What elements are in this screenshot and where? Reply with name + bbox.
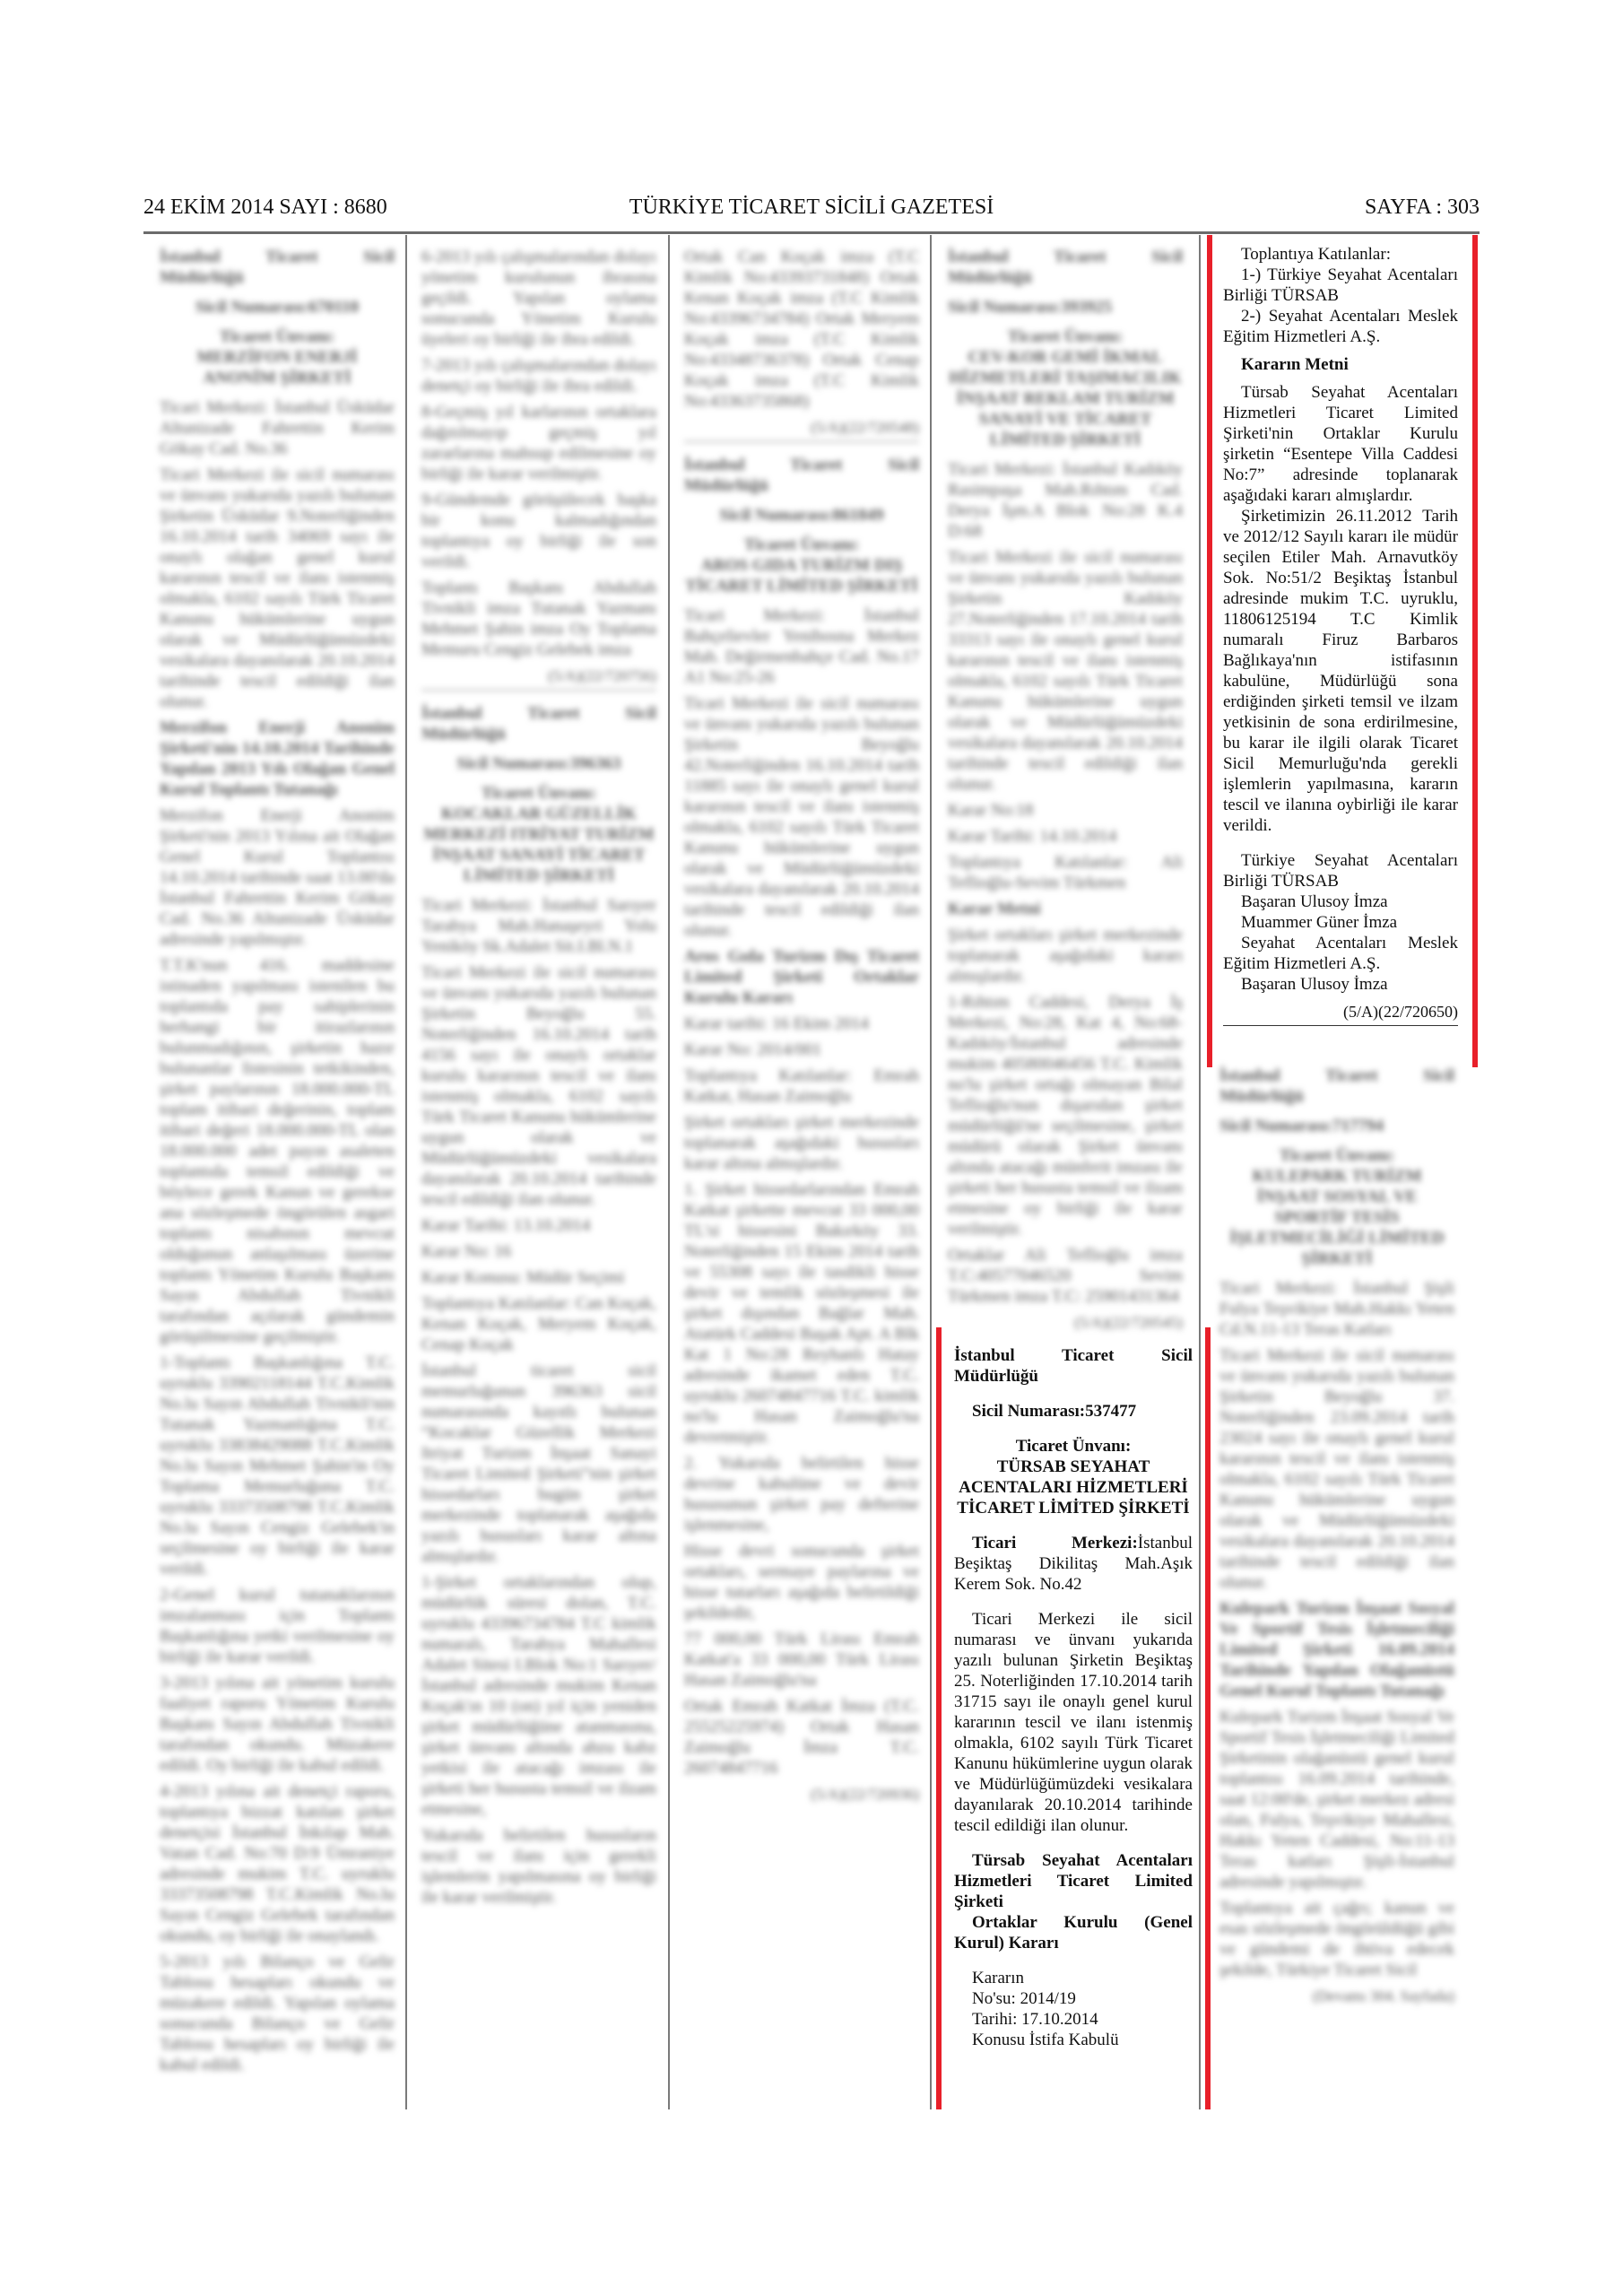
trade-name: KULEPARK TURİZM İNŞAAT SOSYAL VE SPORTİF TESİS İŞLETMECİLİĞİ LİMİTED ŞİRKETİ: [1229, 1167, 1445, 1268]
blurred-paragraph: Ortak Emrah Katkat İmza (T.C. 25525225974) Ortak Hasan Zaimoğlu İmza T.C. 26074847716: [684, 1697, 919, 1778]
blurred-paragraph: Toplantıya Katılanlar: Ali Teflioğlu-Sevim Türkmen: [948, 853, 1183, 892]
trade-name-label: Ticaret Ünvanı:: [219, 327, 335, 346]
blurred-paragraph: İstanbul ticaret sicil memurluğunun 396363 sicil numarasında kayıtlı bulunan “Kocaklar Güzellik Merkezi Itriyat Turizm İnşaat Sanayi Ticaret Limited Şirketi”nin şirket hissedarları bugün şirket merkezinde toplanarak aşağıda yazılı hususları karar altına almışlardır.: [421, 1361, 656, 1566]
blurred-paragraph: 1. Şirket hissedarlarından Emrah Katkat şirkette mevcut 33 000,00 TL'si hissesini Bakırköy 33. Noterliğinden 15 Ekim 2014 tarih ve 55308 sayı ile tasdikli hisse devir ve temlik sözleşmesi ile şirket dışından Bağlar Mah. Atatürk Caddesi Başak Apt. A Blk Kat 1 No:28 Reyhanlı Hatay adresinde ikamet eden T.C. uyruklu 26074847716 T.C. kimlik no'lu Hasan Zaimoğlu'na devretmiştir.: [684, 1180, 919, 1447]
signatory-organization: Türkiye Seyahat Acentaları Birliği TÜRSAB: [1223, 851, 1458, 891]
blurred-paragraph: Şirket ortakları şirket merkezinde toplanarak aşağıdaki hususları karar altına almışlardır.: [684, 1113, 919, 1173]
registry-body: Ticari Merkezi ile sicil numarası ve ünvanı yukarıda yazılı bulunan Şirketin Beşiktaş 25. Noterliğinden 17.10.2014 tarih 31715 sayı ile onaylı genel kurul kararının tescil ve ilanı istenmiş olmakla, 6102 sayılı Türk Ticaret Kanunu hükümlerine uygun olarak ve Müdürlüğümüzdeki vesikalara dayanılarak 20.10.2014 tarihinde tescil edildiği ilan olunur.: [954, 1610, 1193, 1835]
column-4-blurred: [948, 247, 1183, 1331]
decision-paragraph: Türsab Seyahat Acentaları Hizmetleri Ticaret Limited Şirketi'nin Ortaklar Kurulu şirketin “Esentepe Villa Caddesi No:7” adresinde toplanarak aşağıdaki kararı almışlardır.: [1223, 383, 1458, 505]
column-2-blurred: [421, 247, 656, 2121]
header-rule: [143, 231, 1480, 234]
notice-divider: [421, 690, 656, 691]
registry-number: Sicil Numarası:396363: [456, 754, 621, 773]
directorate-heading: İstanbul Ticaret Sicil Müdürlüğü: [160, 248, 395, 287]
decision-paragraph: Şirketimizin 26.11.2012 Tarih ve 2012/12 Sayılı kararı ile müdür seçilen Etiler Mah. Arnavutköy Sok. No:51/2 Beşiktaş İstanbul adresinde mukim T.C. uyruklu, 11806125194 T.C Kimlik numaralı Firuz Barbaros Bağlıkaya'nın istifasının kabulüne, Müdürlüğü sona erdiğinden şirketi temsil ve ilzam yetkisinin de sona erdirilmesine, bu karar ile ilgili olarak Ticaret Sicil Memurluğu'nda gerekli işlemlerin yapılmasına, kararın tescil ve ilanına oybirliği ile karar verildi.: [1223, 507, 1458, 835]
blurred-paragraph: Karar Metni: [948, 900, 1041, 918]
tursab-decision-continued: [1223, 244, 1458, 1026]
registry-number: Sicil Numarası:393925: [948, 298, 1113, 317]
notice-reference: (5/A)(22/720936): [811, 1786, 919, 1803]
directorate-heading: İstanbul Ticaret Sicil Müdürlüğü: [684, 456, 919, 495]
blurred-paragraph: Ortak Can Koçak imza (T.C Kimlik No:43393731848) Ortak Kenan Koçak imza (T.C Kimlik No:43396734784) Ortak Meryem Koçak imza (T.C Kimlik No:43348736378) Ortak Cenap Koçak imza (T.C Kimlik No:43363735868): [684, 248, 919, 411]
decision-subject: Konusu İstifa Kabulü: [972, 2031, 1119, 2049]
registry-number: Sicil Numarası:537477: [972, 1402, 1137, 1421]
trade-name-label: Ticaret Ünvanı:: [481, 784, 597, 803]
blurred-paragraph: 9-Gündemde görüşülecek başka bir konu kalmadığından toplantıya oy birliği ile son verildi.: [421, 491, 656, 571]
blurred-paragraph: 1-Şirket ortaklarından olup, müdürlük süresi dolan, T.C. uyruklu 43396734784 T.C kimlik numaralı, Tarabya Mahallesi Adalet Sitesi I.Blok No:1 Sarıyer/İstanbul adresinde mukim Kenan Koçak'ın 10 (on) yıl için yeniden şirket müdürlüğüne atanmasına, şirket ünvanı altında ahzu kabz yetkisi ile atacağı imzası ile şirketi her hususta temsil ve ilzam etmesine,: [421, 1573, 656, 1819]
notice-reference: (5/A)(22/720548): [811, 419, 919, 436]
blurred-paragraph: 5-2013 yılı Bilanço ve Gelir Tablosu hesapları okundu ve müzakere edildi. Yapılan oylama sonucunda Bilanço ve Gelir Tablosu hesapları oy birliği ile kabul edildi.: [160, 1952, 395, 2074]
blurred-paragraph: Toplantıya ait çağrı; kanun ve esas sözleşmede öngörüldüğü gibi ve gündemi de ihtiva edecek şekilde, Türkiye Ticaret Sicil: [1219, 1899, 1454, 1979]
registry-number: Sicil Numarası:861849: [719, 506, 884, 525]
blurred-paragraph: Toplantıya Katılanlar: Can Koçak, Kenan Koçak, Meryem Koçak, Cenap Koçak: [421, 1294, 656, 1354]
issue-date-number: 24 EKİM 2014 SAYI : 8680: [143, 196, 387, 219]
notice-divider: [1223, 1025, 1458, 1026]
blurred-paragraph: 1-Rıhtım Caddesi, Derya İş Merkezi, No:28, Kat 4, No:68-Kadıköy/İstanbul adresinde mukim 40580046456 T.C. Kimlik no'lu şirket ortağı olmayan Bilal Teflioğlu'nun dışarıdan şirket müdürlüğü'ne seçilmesine, şirket müdürü olarak Şirket ünvanı altında atacağı münferit imzası ile şirketi her hususta temsil ve ilzam etmesine oy birliği ile karar verilmiştir.: [948, 993, 1183, 1239]
decision-title: Ortaklar Kurulu (Genel Kurul) Kararı: [954, 1913, 1193, 1952]
blurred-paragraph: 2-Genel kurul tutanaklarının imzalanması için Toplantı Başkanlığına yetki verilmesine oy birliği ile karar verildi.: [160, 1586, 395, 1666]
trade-name: MERZİFON ENERJİ ANONİM ŞİRKETİ: [196, 348, 358, 387]
blurred-paragraph: Kulepark Turizm İnşaat Sosyal Ve Sportif Tesis İşletmeciliği Limited Şirketi 16.09.2014 Tarihinde Yapılan Olağanüstü Genel Kurul Toplantı Tutanağı: [1219, 1599, 1454, 1700]
notice-reference: (5/A)(22/720545): [1074, 1314, 1183, 1331]
blurred-paragraph: Ticari Merkezi: İstanbul Sarıyer Tarabya Mah.Hanaşeyri Yolu Yeniköy Sk.Adalet Sit.I.Bl.N.1: [421, 896, 656, 956]
directorate-heading: İstanbul Ticaret Sicil Müdürlüğü: [421, 704, 656, 744]
blurred-paragraph: 6-2013 yılı çalışmalarından dolayı yönetim kurulunun ibrasına geçildi. Yapılan oylama sonucunda Yönetim Kurulu üyeleri oy birliği ile ibra edildi.: [421, 248, 656, 349]
blurred-paragraph: Ortaklar Ali Teflioğlu imza T.C:40577046520 Sevim Türkmen imza T.C: 25901431364: [948, 1246, 1183, 1306]
blurred-paragraph: Şirket ortakları şirket merkezinde toplanarak aşağıdaki kararı almışlardır.: [948, 926, 1183, 986]
blurred-paragraph: 77 000,00 Türk Lirası Emrah Katkat'a 33 000,00 Türk Lirası Hasan Zaimoğlu'na: [684, 1630, 919, 1690]
tursab-registry-notice: [954, 1345, 1193, 2050]
page-number: SAYFA : 303: [1364, 196, 1480, 219]
blurred-paragraph: Ticari Merkezi: İstanbul Şişli Fulya Teşvikiye Mah.Hakkı Yeten Cd.N.11-13 Teras Katları: [1219, 1279, 1454, 1339]
headquarters-address: İstanbul Beşiktaş Dikilitaş Mah.Aşık Kerem Sok. No.42: [954, 1534, 1193, 1594]
headquarters-label: Ticari Merkezi:: [972, 1534, 1138, 1552]
blurred-paragraph: Hisse devri sonucunda şirket ortakları, sermaye paylarına ve hisse tutarları aşağıda belirtildiği şekildedir,: [684, 1542, 919, 1622]
participants-heading: Toplantıya Katılanlar:: [1241, 245, 1391, 264]
decision-date: Tarihi: 17.10.2014: [972, 2010, 1098, 2029]
signatory-name: Başaran Ulusoy İmza: [1241, 892, 1388, 911]
page-header: [143, 196, 1480, 231]
blurred-paragraph: Ticari Merkezi ile sicil numarası ve ünvanı yukarıda yazılı bulunan Şirketin Beyoğlu 37. Noterliğinden 23.09.2014 tarih 23024 sayı ile onaylı genel kurul kararının tescil ve ilanı istenmiş olmakla, 6102 sayılı Türk Ticaret Kanunu hükümlerine uygun olarak ve Müdürlüğümüzdeki vesikalara dayanılarak 20.10.2014 tarihinde tescil edildiği ilan olunur.: [1219, 1346, 1454, 1592]
column-divider: [405, 235, 407, 2109]
trade-name-label: Ticaret Ünvanı:: [743, 535, 860, 554]
trade-name: CEV-KOR GEMİ İKMAL HİZMETLERİ TAŞIMACILIK İNŞAAT REKLAM TURİZM SANAYİ VE TİCARET LİMİTED ŞİRKETİ: [949, 348, 1182, 449]
blurred-paragraph: Ticari Merkezi: İstanbul Bahçelievler Yenibosna Merkez Mah. Değirmenbahçe Cad. No.17 A1 No:25-26: [684, 606, 919, 687]
trade-name: KOCAKLAR GÜZELLİK MERKEZİ ITRİYAT TURİZM İNŞAAT SANAYİ TİCARET LİMİTED ŞİRKETİ: [423, 804, 655, 885]
column-5-blurred: [1219, 1065, 1454, 2115]
blurred-paragraph: Ticari Merkezi: İstanbul Üsküdar Altunizade Fahrettin Kerim Gökay Cad. No.36: [160, 398, 395, 458]
blurred-paragraph: Karar No: 16: [421, 1242, 512, 1261]
notice-reference: (5/A)(22/720650): [1343, 1003, 1458, 1021]
blurred-paragraph: Ticari Merkezi ile sicil numarası ve ünvanı yukarıda yazılı bulunan Şirketin Beyoğlu 42.Noterliğinden 16.10.2014 tarih 11885 sayı ile onaylı genel kurul kararının tescil ve ilanı istenmiş olmakla, 6102 sayılı Türk Ticaret Kanunu hükümlerine uygun olarak ve Müdürlüğümüzdeki vesikalara dayanılarak 20.10.2014 tarihinde tescil edildiği ilan olunur.: [684, 694, 919, 940]
blurred-paragraph: 1-Toplantı Başkanlığına T.C. uyruklu 33902118144 T.C.Kimlik No.lu Sayın Abdullah Tivnikli'nin Tutanak Yazmanlığına T.C. uyruklu 33838429088 T.C.Kimlik No.lu Sayın Mehmet Şahin'in Oy Toplama Memurluğuna T.C. uyruklu 33373508798 T.C.Kimlik No.lu Sayın Cengiz Gelebek'in seçilmesine oy birliği ile karar verildi.: [160, 1353, 395, 1578]
trade-name-label: Ticaret Ünvanı:: [1007, 327, 1124, 346]
blurred-paragraph: 4-2013 yılına ait denetçi raporu, toplantıya bizzat katılan şirket denetçisi İstanbul İnkılap Mah. Vatan Cad. No:70 D:9 Ümraniye adresinde mukim T.C. uyruklu 33373508798 T.C.Kimlik No.lu Sayın Cengiz Gelebek tarafından okundu, oy birliği ile onaylandı.: [160, 1782, 395, 1945]
blurred-paragraph: 2. Yukarıda belirtilen hisse devrine kabulüne ve devir hususunun şirket pay defterine işlenmesine,: [684, 1454, 919, 1535]
registry-number: Sicil Numarası:670110: [195, 298, 360, 317]
blurred-paragraph: Aros Gıda Turizm Dış Ticaret Limited Şirketi Ortaklar Kurulu Kararı: [684, 947, 919, 1007]
blurred-paragraph: Ticari Merkezi ile sicil numarası ve ünvanı yukarıda yazılı bulunan Şirketin Kadıköy 27.Noterliğinden 17.10.2014 tarih 33313 sayı ile onaylı genel kurul kararının tescil ve ilanı istenmiş olmakla, 6102 sayılı Türk Ticaret Kanunu hükümlerine uygun olarak ve Müdürlüğümüzdeki vesikalara dayanılarak 20.10.2014 tarihinde tescil edildiği ilan olunur.: [948, 548, 1183, 794]
blurred-paragraph: Toplantı Başkanı Abdullah Tivnikli imza Tutanak Yazmanı Mehmet Şahin imza Oy Toplama Memuru Cengiz Gelebek imza: [421, 578, 656, 659]
blurred-paragraph: 3-2013 yılına ait yönetim kurulu faaliyet raporu Yönetim Kurulu Başkanı Sayın Abdullah Tivnikli tarafından okundu. Müzakere edildi. Oy birliği ile kabul edildi.: [160, 1674, 395, 1775]
blurred-paragraph: Ticari Merkezi: İstanbul Kadıköy Rasimpaşa Mah.Rıhtım Cad. Derya İşm.A Blok No:28 K.4 D:68: [948, 460, 1183, 541]
blurred-paragraph: Yukarıda belirtilen hususların tescil ve ilanı için gerekli işlemlerin yapılmasına oy birliği ile karar verilmiştir.: [421, 1826, 656, 1907]
decision-title: Türsab Seyahat Acentaları Hizmetleri Ticaret Limited Şirketi: [954, 1851, 1193, 1911]
blurred-paragraph: Toplantıya Katılanlar: Emrah Katkat, Hasan Zaimoğlu: [684, 1066, 919, 1106]
trade-name: TÜRSAB SEYAHAT ACENTALARI HİZMETLERİ TİCARET LİMİTED ŞİRKETİ: [957, 1457, 1190, 1518]
continued-note: (Devamı 304. Sayfada): [1312, 1987, 1454, 2005]
gazette-title: TÜRKİYE TİCARET SİCİLİ GAZETESİ: [629, 196, 994, 219]
blurred-paragraph: 7-2013 yılı çalışmalarından dolayı denetçi oy birliği ile ibra edildi.: [421, 356, 656, 396]
column-3-blurred: [684, 247, 919, 2121]
notice-divider: [684, 441, 919, 442]
trade-name-label: Ticaret Ünvanı:: [1279, 1146, 1395, 1165]
blurred-paragraph: Merzifon Enerji Anonim Şirketi'nin 2013 Yılına ait Olağan Genel Kurul Toplantısı 14.10.2014 tarihinde saat 13.00'da İstanbul Fahrettin Kerim Gökay Cad. No.36 Altunizade Üsküdar adresinde yapılmıştır.: [160, 806, 395, 949]
column-divider: [668, 235, 670, 2109]
blurred-paragraph: Karar tarihi: 16 Ekim 2014: [684, 1014, 869, 1033]
blurred-paragraph: Karar No:18: [948, 801, 1034, 820]
participant-item: 2-) Seyahat Acentaları Meslek Eğitim Hizmetleri A.Ş.: [1223, 307, 1458, 346]
notice-reference: (5/A)(22/720756): [548, 667, 656, 684]
column-divider: [930, 235, 932, 2109]
participant-item: 1-) Türkiye Seyahat Acentaları Birliği TÜRSAB: [1223, 265, 1458, 305]
trade-name-label: Ticaret Ünvanı:: [1015, 1437, 1132, 1456]
decision-number: No'su: 2014/19: [972, 1989, 1076, 2008]
directorate-heading: İstanbul Ticaret Sicil Müdürlüğü: [954, 1346, 1193, 1386]
blurred-paragraph: Karar Tarihi: 13.10.2014: [421, 1216, 591, 1235]
blurred-paragraph: Merzifon Enerji Anonim Şirketi'nin 14.10.2014 Tarihinde Yapılan 2013 Yılı Olağan Genel Kurul Toplantı Tutanağı: [160, 718, 395, 799]
signatory-name: Muammer Güner İmza: [1241, 913, 1398, 932]
signatory-organization: Seyahat Acentaları Meslek Eğitim Hizmetleri A.Ş.: [1223, 934, 1458, 973]
decision-label: Kararın: [972, 1969, 1025, 1987]
signatory-name: Başaran Ulusoy İmza: [1241, 975, 1388, 994]
blurred-paragraph: Kulepark Turizm İnşaat Sosyal Ve Sportif Tesis İşletmeciliği Limited Şirketinin olağanüstü genel kurul toplantısı 16.09.2014 tarihinde, saat 12:00'de, şirket merkez adresi olan, Fulya, Teşvikiye Mahallesi, Hakkı Yeten Caddesi, No:11-13 Teras katları Şişli-İstanbul adresinde yapılmıştır.: [1219, 1708, 1454, 1892]
blurred-paragraph: Karar Konusu: Müdür Seçimi: [421, 1268, 625, 1287]
directorate-heading: İstanbul Ticaret Sicil Müdürlüğü: [1219, 1066, 1454, 1106]
trade-name: AROS GIDA TURİZM DIŞ TİCARET LİMİTED ŞİRKETİ: [685, 556, 918, 596]
blurred-paragraph: Ticari Merkezi ile sicil numarası ve ünvanı yukarıda yazılı bulunan Şirketin Beyoğlu 55. Noterliğinden 16.10.2014 tarih 4156 sayı ile onaylı ortaklar kurulu kararının tescil ve ilanı istenmiş olmakla, 6102 sayılı Türk Ticaret Kanunu hükümlerine uygun olarak ve Müdürlüğümüzdeki vesikalara dayanılarak 20.10.2014 tarihinde tescil edildiği ilan olunur.: [421, 963, 656, 1209]
blurred-paragraph: Karar Tarihi: 14.10.2014: [948, 827, 1117, 846]
registry-number: Sicil Numarası:717794: [1219, 1117, 1384, 1135]
decision-heading: Kararın Metni: [1241, 355, 1349, 374]
directorate-heading: İstanbul Ticaret Sicil Müdürlüğü: [948, 248, 1183, 287]
blurred-paragraph: Ticari Merkezi ile sicil numarası ve ünvanı yukarıda yazılı bulunan Şirketin Üsküdar 9.Noterliğinden 16.10.2014 tarih 34069 sayı ile onaylı olağan genel kurul kararının tescil ve ilanı istenmiş olmakla, 6102 sayılı Türk Ticaret Kanunu hükümlerine uygun olarak ve Müdürlüğümüzdeki vesikalara dayanılarak 20.10.2014 tarihinde tescil edildiği ilan olunur.: [160, 465, 395, 711]
blurred-paragraph: Karar No: 2014/001: [684, 1040, 822, 1059]
column-1-blurred: [160, 247, 395, 2121]
blurred-paragraph: T.T.K'nun 416. maddesine istinaden yapılması istenilen bu toplantıda pay sahiplerinin herhangi bir itirazlarının bulunmadığının, şirketin hazır bulunanlar listesinin tetkikinden, şirket paylarının 18.000.000-TL toplam itibari değerinin, toplam itibari değeri 18.000.000-TL olan 18.000.000 adet payın asaleten toplantıda temsil edildiği ve böylece gerek Kanun ve gerekse ana sözleşmede öngörülen asgari toplantı nisabının mevcut olduğunun anlaşılması üzerine toplantı Yönetim Kurulu Başkanı Sayın Abdullah Tivnikli tarafından açılarak gündemin görüşülmesine geçilmiştir.: [160, 956, 395, 1346]
blurred-paragraph: 8-Geçmiş yıl karlarının ortaklara dağıtılmayıp geçmiş yıl zararlarına mahsup edilmesine oy birliği ile karar verilmiştir.: [421, 403, 656, 483]
